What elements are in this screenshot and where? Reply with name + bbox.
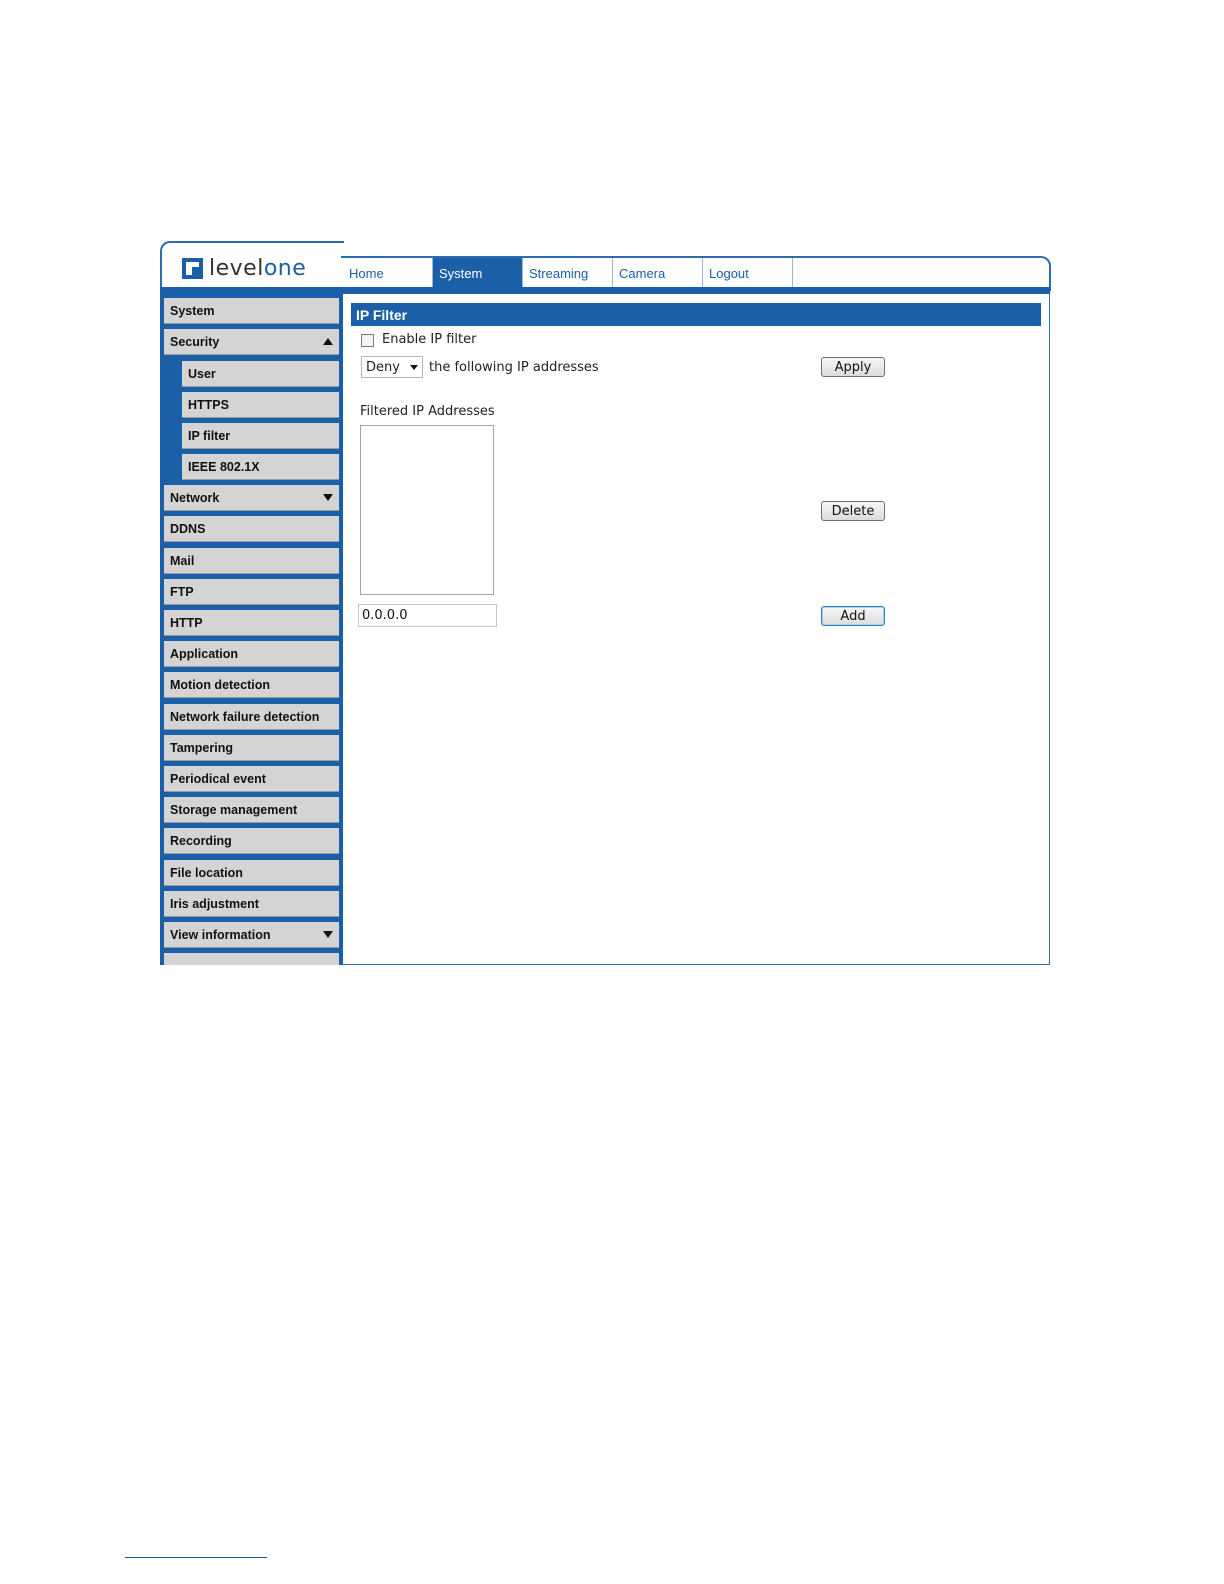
tab-logout[interactable]: Logout bbox=[703, 258, 793, 289]
sidebar-item-label: IP filter bbox=[188, 428, 231, 443]
sidebar bbox=[160, 294, 343, 965]
sidebar-item-network[interactable] bbox=[164, 485, 339, 511]
sidebar-item-tampering[interactable] bbox=[164, 735, 339, 761]
sidebar-item-label: Periodical event bbox=[170, 771, 266, 786]
sidebar-item-motion-detection[interactable] bbox=[164, 672, 339, 698]
expand-arrow-icon bbox=[323, 494, 333, 501]
sidebar-item-label: Motion detection bbox=[170, 677, 270, 692]
sidebar-item-label: Iris adjustment bbox=[170, 896, 259, 911]
apply-button[interactable]: Apply bbox=[821, 357, 885, 377]
sidebar-item-file-location[interactable] bbox=[164, 860, 339, 886]
sidebar-item-https[interactable] bbox=[182, 392, 339, 418]
sidebar-item-ftp[interactable] bbox=[164, 579, 339, 605]
sidebar-item-label: DDNS bbox=[170, 521, 206, 536]
tab-streaming[interactable]: Streaming bbox=[523, 258, 613, 289]
sidebar-item-http[interactable] bbox=[164, 610, 339, 636]
sidebar-item-view-information[interactable] bbox=[164, 922, 339, 948]
expand-arrow-icon bbox=[323, 931, 333, 938]
sidebar-item-label: Tampering bbox=[170, 740, 233, 755]
logo-text-main: level bbox=[209, 255, 264, 281]
ip-address-value: 0.0.0.0 bbox=[362, 608, 408, 623]
sidebar-item-recording[interactable] bbox=[164, 828, 339, 854]
sidebar-item-application[interactable] bbox=[164, 641, 339, 667]
enable-ip-filter-checkbox[interactable] bbox=[361, 334, 374, 347]
header-divider bbox=[160, 287, 1050, 294]
sidebar-item-security[interactable] bbox=[164, 329, 339, 355]
sidebar-item-ieee-8021x[interactable] bbox=[182, 454, 339, 480]
sidebar-item-label: User bbox=[188, 366, 216, 381]
sidebar-item-storage-management[interactable] bbox=[164, 797, 339, 823]
add-button[interactable]: Add bbox=[821, 606, 885, 626]
sidebar-item-network-failure-detection[interactable] bbox=[164, 704, 339, 730]
chevron-down-icon bbox=[410, 365, 418, 370]
sidebar-item-ddns[interactable] bbox=[164, 516, 339, 542]
filter-mode-value: Deny bbox=[366, 359, 400, 375]
sidebar-item-label: HTTP bbox=[170, 615, 203, 630]
logo-text-accent: one bbox=[263, 255, 307, 281]
footnote-divider bbox=[125, 1557, 267, 1558]
filtered-ip-list[interactable] bbox=[360, 425, 494, 595]
filter-mode-select[interactable] bbox=[361, 356, 423, 378]
sidebar-item-label: FTP bbox=[170, 584, 194, 599]
sidebar-item-ip-filter[interactable] bbox=[182, 423, 339, 449]
web-admin-frame bbox=[160, 241, 1050, 965]
collapse-arrow-icon bbox=[323, 338, 333, 345]
sidebar-item-user[interactable] bbox=[182, 361, 339, 387]
tab-camera[interactable]: Camera bbox=[613, 258, 703, 289]
sidebar-item-label: Application bbox=[170, 646, 239, 661]
sidebar-item-label: System bbox=[170, 303, 215, 318]
sidebar-item-label: Recording bbox=[170, 833, 232, 848]
ip-address-input[interactable] bbox=[358, 604, 497, 627]
tab-system[interactable]: System bbox=[433, 258, 523, 289]
sidebar-item-iris-adjustment[interactable] bbox=[164, 891, 339, 917]
main-content bbox=[343, 294, 1050, 965]
sidebar-item-mail[interactable] bbox=[164, 548, 339, 574]
main-tabs bbox=[343, 258, 793, 289]
sidebar-item-label: File location bbox=[170, 865, 243, 880]
sidebar-item-system[interactable] bbox=[164, 298, 339, 324]
enable-ip-filter-label: Enable IP filter bbox=[382, 332, 477, 347]
filter-mode-suffix: the following IP addresses bbox=[429, 360, 599, 375]
sidebar-item-partial bbox=[164, 953, 339, 965]
sidebar-item-label: Security bbox=[170, 334, 220, 349]
logo-text bbox=[209, 256, 306, 281]
logo-mark-icon bbox=[182, 258, 203, 279]
page-title: IP Filter bbox=[351, 303, 1041, 326]
tab-home[interactable]: Home bbox=[343, 258, 433, 289]
sidebar-item-label: Storage management bbox=[170, 802, 298, 817]
sidebar-item-label: HTTPS bbox=[188, 397, 229, 412]
sidebar-item-label: Network failure detection bbox=[170, 709, 320, 724]
sidebar-item-periodical-event[interactable] bbox=[164, 766, 339, 792]
levelone-logo bbox=[182, 255, 306, 281]
sidebar-item-label: Mail bbox=[170, 553, 195, 568]
sidebar-item-label: IEEE 802.1X bbox=[188, 459, 260, 474]
filtered-ip-label: Filtered IP Addresses bbox=[360, 404, 495, 419]
sidebar-item-label: View information bbox=[170, 927, 271, 942]
sidebar-item-label: Network bbox=[170, 490, 220, 505]
delete-button[interactable]: Delete bbox=[821, 501, 885, 521]
